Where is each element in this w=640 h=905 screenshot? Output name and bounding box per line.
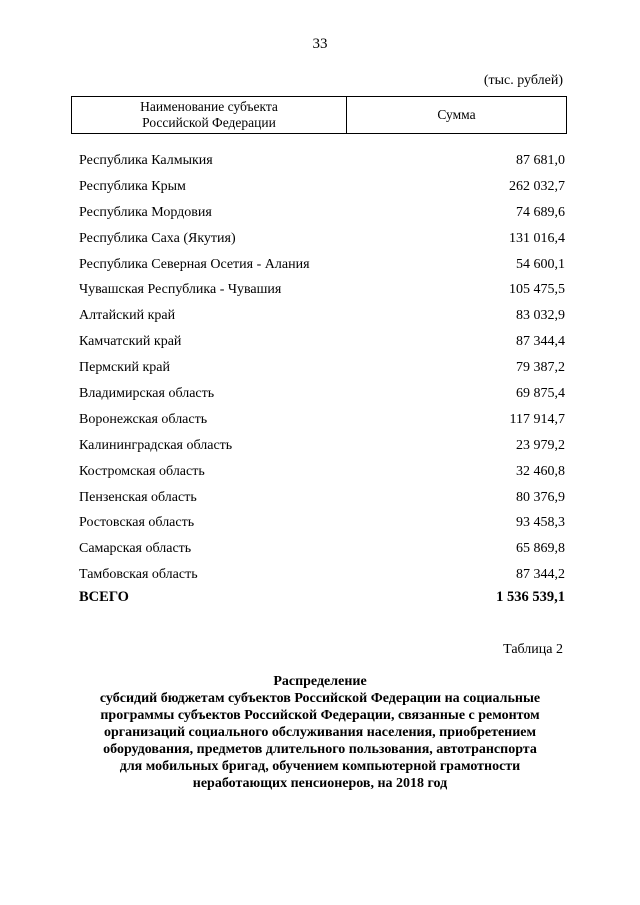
table-body <box>79 148 565 588</box>
table-header <box>71 96 567 134</box>
region-name: Костромская область <box>79 463 205 479</box>
table-row <box>79 226 565 252</box>
units-label: (тыс. рублей) <box>483 73 563 88</box>
region-amount: 87 344,4 <box>516 334 565 350</box>
region-name: Республика Саха (Якутия) <box>79 230 236 246</box>
region-amount: 262 032,7 <box>509 178 565 194</box>
region-amount: 87 344,2 <box>516 567 565 583</box>
table-number-label: Таблица 2 <box>503 642 563 657</box>
table-row <box>79 510 565 536</box>
region-name: Алтайский край <box>79 308 176 324</box>
region-name: Чувашская Республика - Чувашия <box>79 282 282 298</box>
region-amount: 79 387,2 <box>516 360 565 376</box>
title-line: Распределение <box>273 674 367 689</box>
region-name: Владимирская область <box>79 385 215 401</box>
region-name: Республика Мордовия <box>79 204 212 220</box>
header-name-line2: Российской Федерации <box>142 115 276 130</box>
region-amount: 131 016,4 <box>509 230 565 246</box>
region-name: Воронежская область <box>79 411 208 427</box>
region-name: Калининградская область <box>79 437 233 453</box>
region-name: Камчатский край <box>79 334 182 350</box>
total-label: ВСЕГО <box>79 589 129 605</box>
table-row <box>79 355 565 381</box>
table-row <box>79 174 565 200</box>
region-name: Республика Калмыкия <box>79 152 213 168</box>
table-row <box>79 536 565 562</box>
region-amount: 93 458,3 <box>516 515 565 531</box>
region-name: Пермский край <box>79 360 170 376</box>
region-amount: 87 681,0 <box>516 152 565 168</box>
title-line: оборудования, предметов длительного пользования, автотранспорта <box>103 742 537 757</box>
region-name: Ростовская область <box>79 515 195 531</box>
region-name: Тамбовская область <box>79 567 198 583</box>
table-row <box>79 200 565 226</box>
table-row <box>79 303 565 329</box>
page-number: 33 <box>312 36 328 52</box>
region-amount: 69 875,4 <box>516 385 565 401</box>
title-line: организаций социального обслуживания населения, приобретением <box>103 725 537 740</box>
table-row <box>79 433 565 459</box>
region-amount: 23 979,2 <box>516 437 565 453</box>
region-amount: 32 460,8 <box>516 463 565 479</box>
table-title <box>60 673 580 792</box>
region-name: Республика Крым <box>79 178 186 194</box>
table-row <box>79 407 565 433</box>
table-row <box>79 381 565 407</box>
table-row <box>79 277 565 303</box>
header-name-line1: Наименование субъекта <box>140 99 278 114</box>
header-name-cell <box>71 97 347 133</box>
total-value: 1 536 539,1 <box>496 589 565 605</box>
region-amount: 80 376,9 <box>516 489 565 505</box>
region-name: Республика Северная Осетия - Алания <box>79 256 310 272</box>
region-amount: 65 869,8 <box>516 541 565 557</box>
title-line: программы субъектов Российской Федерации, связанные с ремонтом <box>100 708 540 723</box>
total-row <box>79 589 565 606</box>
table-row <box>79 252 565 278</box>
region-name: Самарская область <box>79 541 192 557</box>
title-line: для мобильных бригад, обучением компьютерной грамотности <box>119 759 521 774</box>
region-amount: 83 032,9 <box>516 308 565 324</box>
region-amount: 74 689,6 <box>516 204 565 220</box>
region-amount: 105 475,5 <box>509 282 565 298</box>
table-row <box>79 329 565 355</box>
header-sum-cell: Сумма <box>347 97 567 133</box>
region-amount: 117 914,7 <box>509 411 565 427</box>
region-amount: 54 600,1 <box>516 256 565 272</box>
table-row <box>79 459 565 485</box>
title-line: неработающих пенсионеров, на 2018 год <box>192 776 448 791</box>
table-row <box>79 485 565 511</box>
table-row <box>79 148 565 174</box>
title-line: субсидий бюджетам субъектов Российской Федерации на социальные <box>99 691 541 706</box>
table-row <box>79 562 565 588</box>
region-name: Пензенская область <box>79 489 197 505</box>
